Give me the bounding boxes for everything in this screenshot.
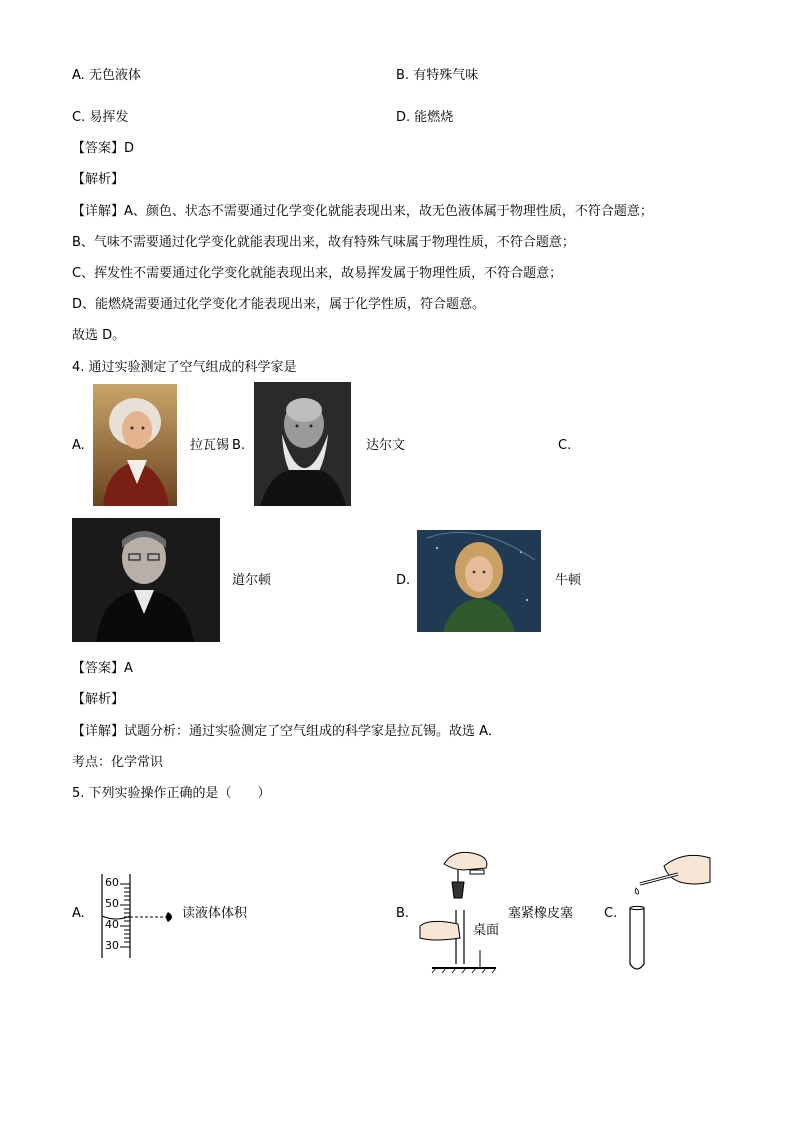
q4-option-a-letter[interactable]: A. — [72, 438, 85, 453]
tick-label-40: 40 — [105, 918, 119, 931]
q3-detail-line-2: B、气味不需要通过化学变化就能表现出来，故有特殊气味属于物理性质，不符合题意； — [72, 235, 575, 250]
q4-option-c-name: 道尔顿 — [232, 573, 272, 588]
detail-text: A、颜色、状态不需要通过化学变化就能表现出来，故无色液体属于物理性质，不符合题意； — [124, 204, 653, 219]
q5-option-a-letter[interactable]: A. — [72, 906, 85, 921]
q4-answer — [72, 660, 133, 678]
q3-analysis-label: 【解析】 — [72, 172, 125, 187]
option-letter: A. — [72, 68, 85, 83]
newton-portrait — [417, 530, 541, 632]
answer-label: 【答案】 — [72, 141, 125, 156]
stopper-diagram — [414, 846, 504, 974]
q5-option-b-caption: 塞紧橡皮塞 — [508, 906, 574, 921]
tick-label-60: 60 — [105, 876, 119, 889]
q4-option-d-letter[interactable]: D. — [396, 573, 411, 588]
q4-option-b-name: 达尔文 — [366, 438, 406, 453]
option-text: 易挥发 — [89, 110, 129, 125]
darwin-portrait — [254, 382, 351, 506]
q4-option-a-name: 拉瓦锡 — [190, 438, 230, 453]
option-letter: D. — [396, 110, 411, 125]
q3-option-a[interactable] — [72, 67, 141, 85]
q3-option-c[interactable] — [72, 109, 128, 127]
option-letter: B. — [396, 68, 410, 83]
q4-kaodian: 考点：化学常识 — [72, 755, 164, 770]
detail-text: 试题分析：通过实验测定了空气组成的科学家是拉瓦锡。故选 A． — [124, 724, 502, 739]
option-text: 无色液体 — [88, 68, 141, 83]
q4-detail — [72, 723, 501, 741]
q4-analysis-label: 【解析】 — [72, 692, 125, 707]
q3-detail-line-1 — [72, 203, 653, 221]
tick-label-50: 50 — [105, 897, 119, 910]
q5-stem: 5. 下列实验操作正确的是（ ） — [72, 786, 271, 801]
q4-option-d-name: 牛顿 — [555, 573, 582, 588]
q5-option-c-letter[interactable]: C. — [604, 906, 618, 921]
option-letter: C. — [72, 110, 86, 125]
answer-value: D — [124, 141, 135, 156]
q4-option-b-letter[interactable]: B. — [232, 438, 246, 453]
detail-label: 【详解】 — [72, 204, 125, 219]
option-text: 能燃烧 — [414, 110, 454, 125]
tick-label-30: 30 — [105, 939, 119, 952]
answer-label: 【答案】 — [72, 661, 125, 676]
q3-answer — [72, 140, 134, 158]
q3-detail-line-3: C、挥发性不需要通过化学变化就能表现出来，故易挥发属于物理性质，不符合题意； — [72, 266, 563, 281]
q4-option-c-letter[interactable]: C. — [558, 438, 572, 453]
dalton-portrait — [72, 518, 220, 642]
q5-option-b-label-desk: 桌面 — [473, 923, 500, 938]
dropper-diagram — [624, 852, 712, 974]
q3-detail-line-4: D、能燃烧需要通过化学变化才能表现出来，属于化学性质，符合题意。 — [72, 297, 486, 312]
answer-value: A — [124, 661, 133, 676]
q3-option-d[interactable] — [396, 109, 453, 127]
q3-option-b[interactable] — [396, 67, 478, 85]
detail-label: 【详解】 — [72, 724, 125, 739]
option-text: 有特殊气味 — [413, 68, 479, 83]
q4-stem: 4. 通过实验测定了空气组成的科学家是 — [72, 360, 297, 375]
q5-option-b-letter[interactable]: B. — [396, 906, 410, 921]
lavoisier-portrait — [93, 384, 177, 506]
q5-option-a-caption: 读液体体积 — [182, 906, 248, 921]
q3-conclusion: 故选 D。 — [72, 328, 126, 343]
